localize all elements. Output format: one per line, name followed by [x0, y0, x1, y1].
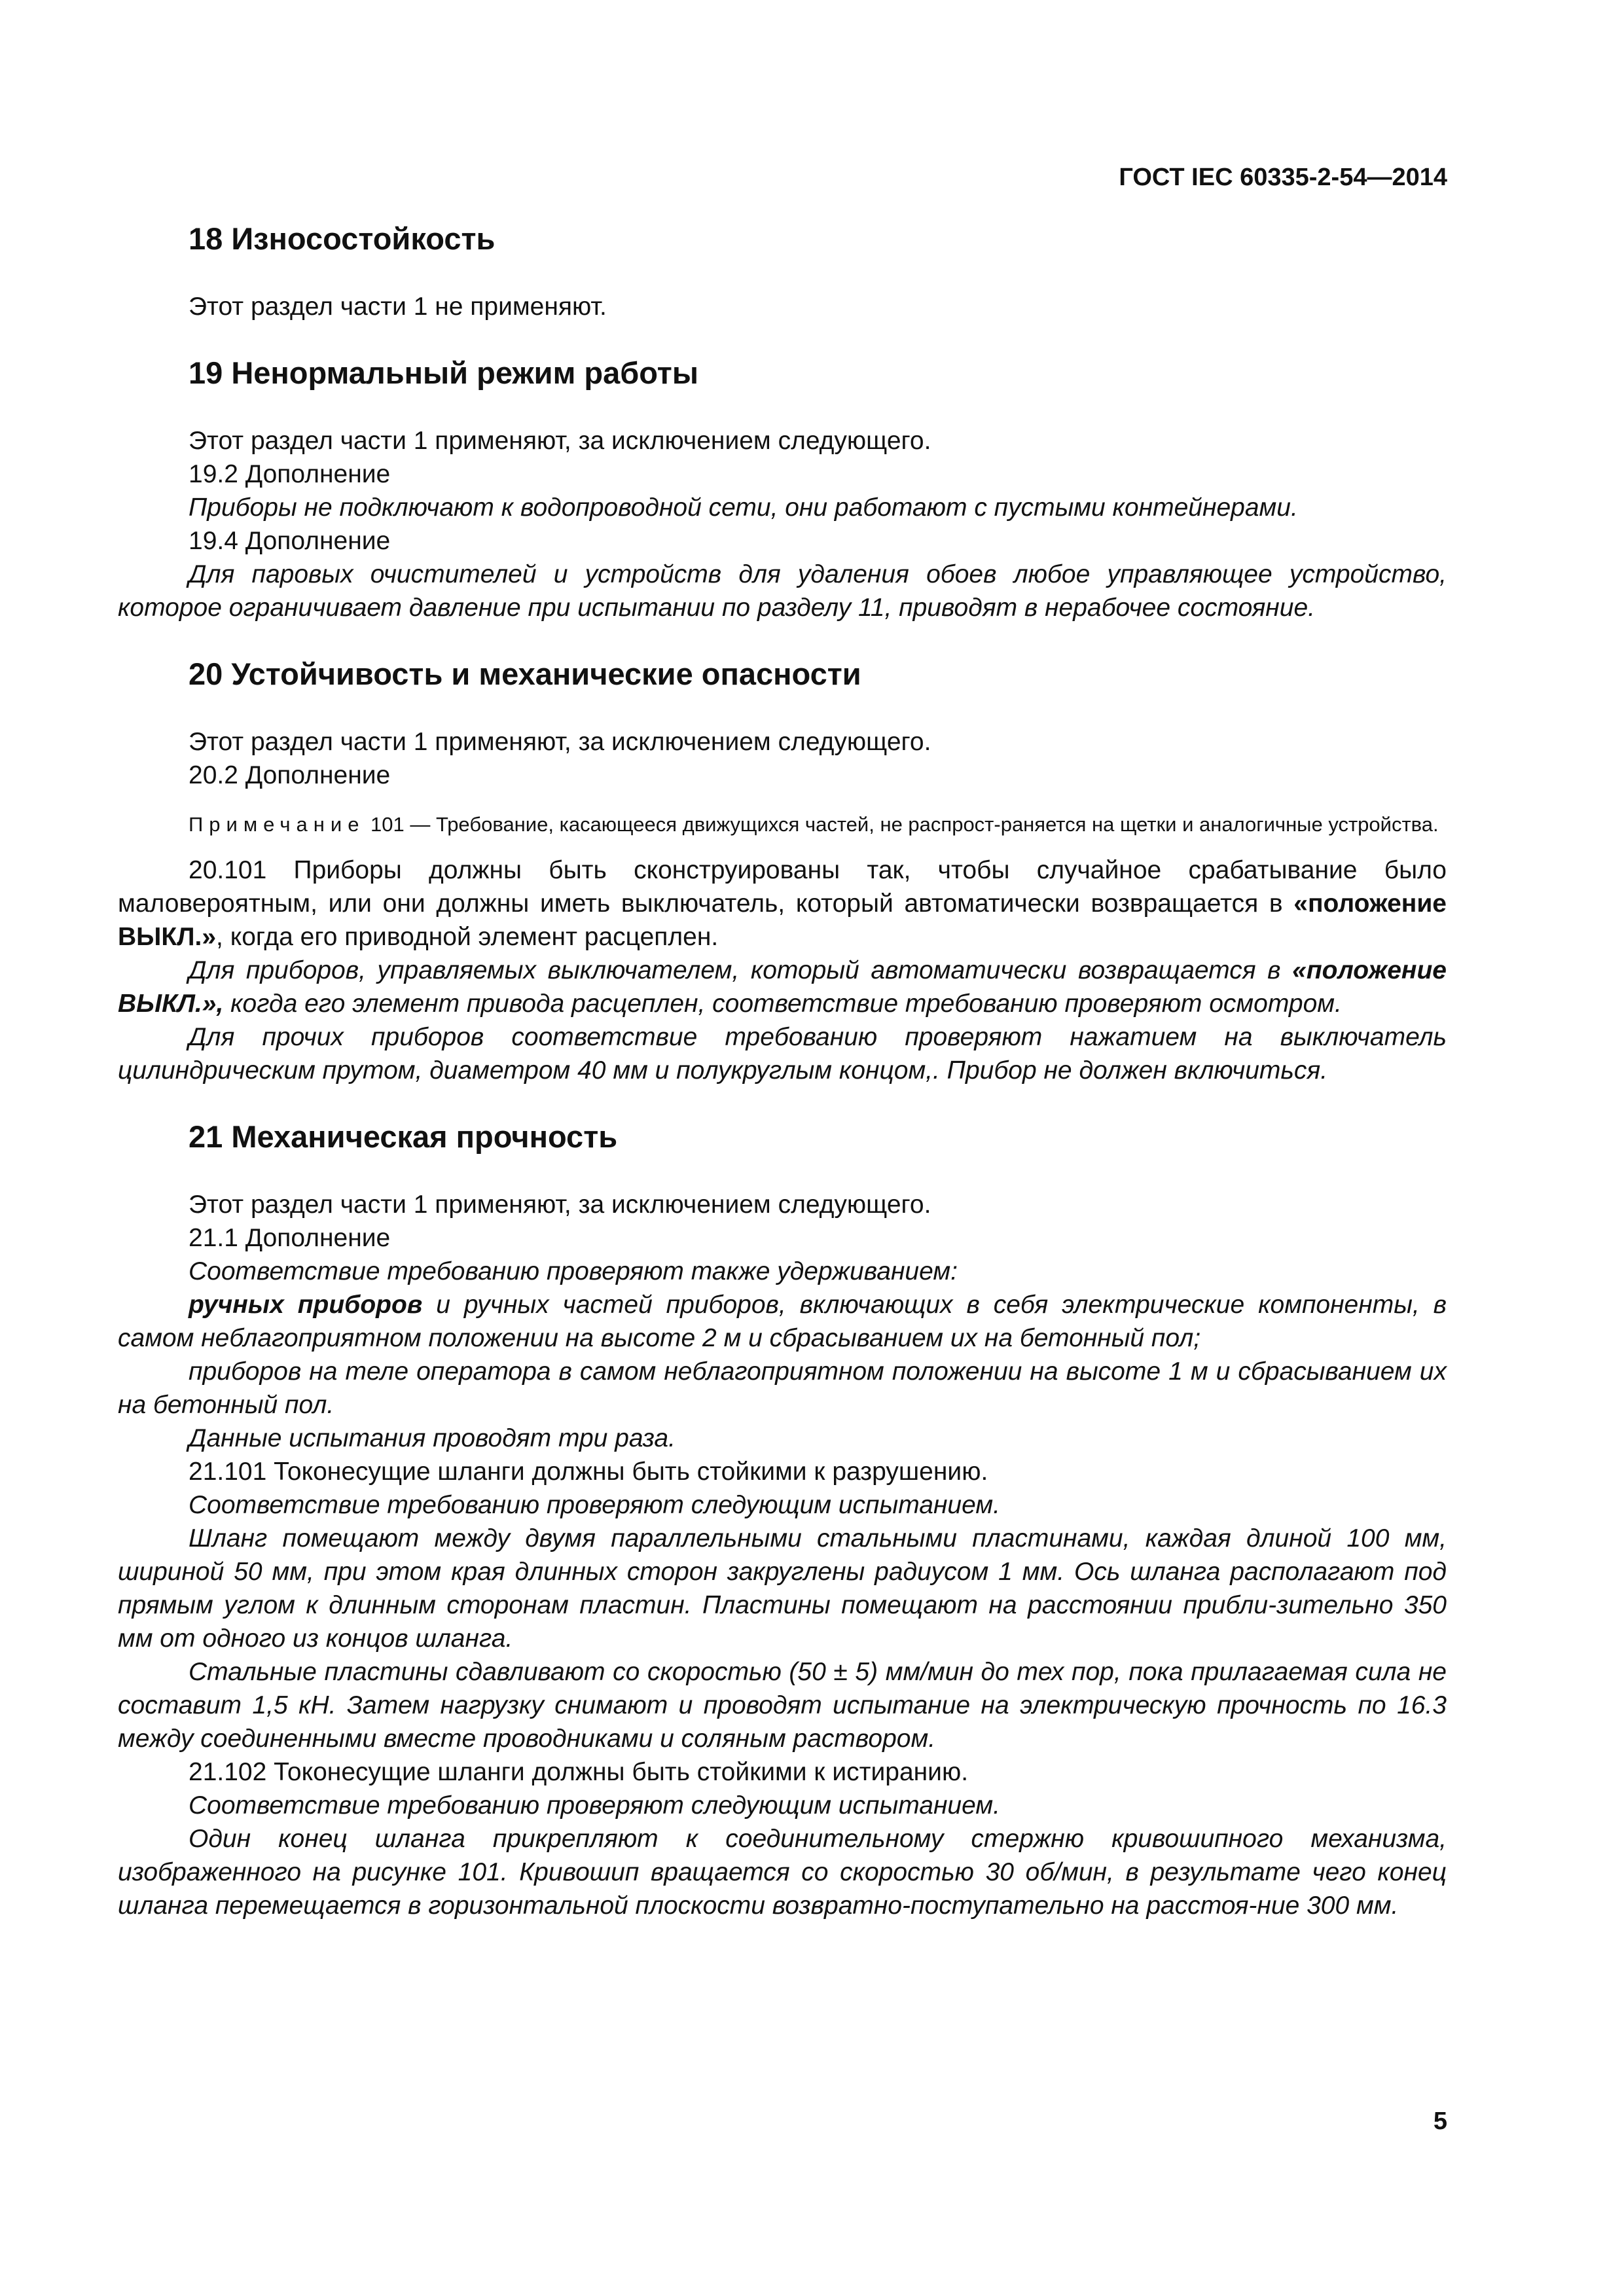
- section-21-heading: 21 Механическая прочность: [189, 1119, 618, 1154]
- paragraph: Приборы не подключают к водопроводной сети, они работают с пустыми контейнерами.: [189, 493, 1298, 522]
- page-number: 5: [1433, 2108, 1447, 2135]
- paragraph: Этот раздел части 1 применяют, за исключением следующего.: [189, 427, 931, 455]
- paragraph: Этот раздел части 1 применяют, за исключением следующего.: [189, 728, 931, 756]
- paragraph: Этот раздел части 1 не применяют.: [189, 293, 607, 321]
- paragraph: 19.2 Дополнение: [189, 460, 391, 488]
- paragraph: 20.2 Дополнение: [189, 761, 391, 789]
- paragraph: [118, 954, 1447, 1020]
- paragraph: Этот раздел части 1 применяют, за исключением следующего.: [189, 1191, 931, 1219]
- text-run: , когда его приводной элемент расцеплен.: [216, 923, 719, 951]
- note-text: 101 — Требование, касающееся движущихся частей, не распрост-раняется на щетки и аналогичные устройства.: [365, 813, 1439, 836]
- text-run: и ручных частей приборов, включающих в себя электрические компоненты, в самом неблагоприятном положении на высоте 2 м и сбрасыванием их на бетонный пол;: [118, 1291, 1447, 1352]
- note-label: Примечание: [189, 813, 365, 836]
- section-20-heading: 20 Устойчивость и механические опасности: [189, 656, 861, 691]
- section-19-heading: 19 Ненормальный режим работы: [189, 355, 698, 390]
- paragraph: Для прочих приборов соответствие требованию проверяют нажатием на выключатель цилиндрическим прутом, диаметром 40 мм и полукруглым концом,. Прибор не должен включиться.: [118, 1023, 1447, 1085]
- note: [118, 810, 1447, 839]
- paragraph: Данные испытания проводят три раза.: [189, 1424, 676, 1452]
- paragraph: 21.101 Токонесущие шланги должны быть стойкими к разрушению.: [189, 1458, 988, 1486]
- paragraph: [118, 1288, 1447, 1355]
- bold-term: «положение ВЫКЛ.»: [118, 889, 1447, 951]
- bold-term: «положение ВЫКЛ.»,: [118, 956, 1447, 1018]
- paragraph: 19.4 Дополнение: [189, 527, 391, 555]
- paragraph: Соответствие требованию проверяют следующим испытанием.: [189, 1791, 1000, 1820]
- section-18-heading: 18 Износостойкость: [189, 221, 496, 256]
- paragraph: 21.102 Токонесущие шланги должны быть стойкими к истиранию.: [189, 1758, 969, 1786]
- paragraph: Шланг помещают между двумя параллельными стальными пластинами, каждая длиной 100 мм, шириной 50 мм, при этом края длинных сторон закруглены радиусом 1 мм. Ось шланга располагают под прямым углом к длинным сторонам пластин. Пластины помещают на расстоянии прибли-зительно 350 мм от одного из концов шланга.: [118, 1524, 1447, 1653]
- text-run: 20.101 Приборы должны быть сконструированы так, чтобы случайное срабатывание было маловероятным, или они должны иметь выключатель, который автоматически возвращается в: [118, 856, 1447, 918]
- paragraph: Для паровых очистителей и устройств для удаления обоев любое управляющее устройство, которое ограничивает давление при испытании по разделу 11, приводят в нерабочее состояние.: [118, 560, 1447, 622]
- paragraph: Соответствие требованию проверяют следующим испытанием.: [189, 1491, 1000, 1519]
- paragraph: приборов на теле оператора в самом неблагоприятном положении на высоте 1 м и сбрасыванием их на бетонный пол.: [118, 1357, 1447, 1419]
- paragraph: Соответствие требованию проверяют также удерживанием:: [189, 1257, 958, 1285]
- paragraph: 21.1 Дополнение: [189, 1224, 391, 1252]
- paragraph: Один конец шланга прикрепляют к соединительному стержню кривошипного механизма, изображенного на рисунке 101. Кривошип вращается со скоростью 30 об/мин, в результате чего конец шланга перемещается в горизонтальной плоскости возвратно-поступательно на расстоя-ние 300 мм.: [118, 1825, 1447, 1920]
- document-body: [118, 219, 1447, 1922]
- paragraph: Стальные пластины сдавливают со скоростью (50 ± 5) мм/мин до тех пор, пока прилагаемая сила не составит 1,5 кН. Затем нагрузку снимают и проводят испытание на электрическую прочность по 16.3 между соединенными вместе проводниками и соляным раствором.: [118, 1658, 1447, 1753]
- document-header: ГОСТ IEC 60335-2-54—2014: [1119, 164, 1447, 191]
- paragraph: [118, 853, 1447, 954]
- text-run: когда его элемент привода расцеплен, соответствие требованию проверяют осмотром.: [223, 990, 1342, 1018]
- text-run: Для приборов, управляемых выключателем, который автоматически возвращается в: [189, 956, 1293, 984]
- bold-term: ручных приборов: [189, 1291, 423, 1319]
